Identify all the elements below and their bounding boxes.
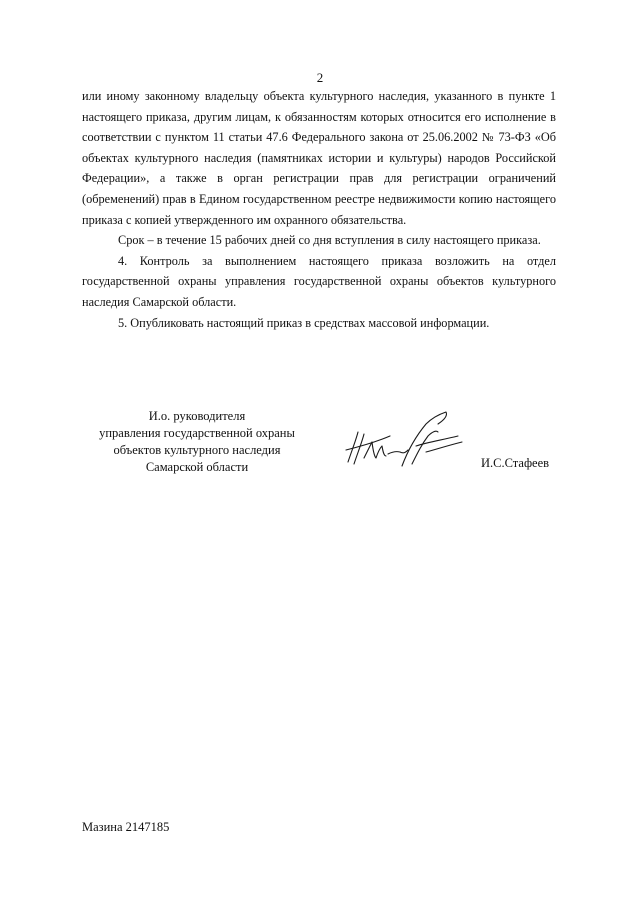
signer-name: И.С.Стафеев bbox=[481, 456, 550, 470]
signatory-position bbox=[88, 408, 306, 476]
handwritten-signature bbox=[342, 406, 466, 476]
position-line-2: управления государственной охраны bbox=[99, 426, 295, 440]
paragraph-continuation: или иному законному владельцу объекта культурного наследия, указанного в пункте 1 настоящего приказа, другим лицам, к обязанностям которых относится его исполнение в соответствии с пунктом 11 статьи 47.6 Федерального закона от 25.06.2002 № 73-ФЗ «Об объектах культурного наследия (памятниках истории и культуры) народов Российской Федерации», а также в орган регистрации прав для регистрации ограничений (обременений) прав в Едином государственном реестре недвижимости копию настоящего приказа с копией утвержденного им охранного обязательства. bbox=[82, 89, 556, 227]
executor-note: Мазина 2147185 bbox=[82, 820, 170, 834]
paragraph-item-4: 4. Контроль за выполнением настоящего приказа возложить на отдел государственной охраны управления государственной охраны объектов культурного наследия Самарской области. bbox=[82, 253, 556, 309]
position-line-1: И.о. руководителя bbox=[148, 409, 246, 423]
paragraph-deadline: Срок – в течение 15 рабочих дней со дня вступления в силу настоящего приказа. bbox=[118, 233, 541, 248]
document-body bbox=[82, 86, 556, 333]
position-line-3: объектов культурного наследия bbox=[113, 443, 281, 457]
paragraph-item-5: 5. Опубликовать настоящий приказ в средствах массовой информации. bbox=[118, 315, 490, 330]
page-number: 2 bbox=[316, 70, 324, 85]
position-line-4: Самарской области bbox=[145, 460, 249, 474]
